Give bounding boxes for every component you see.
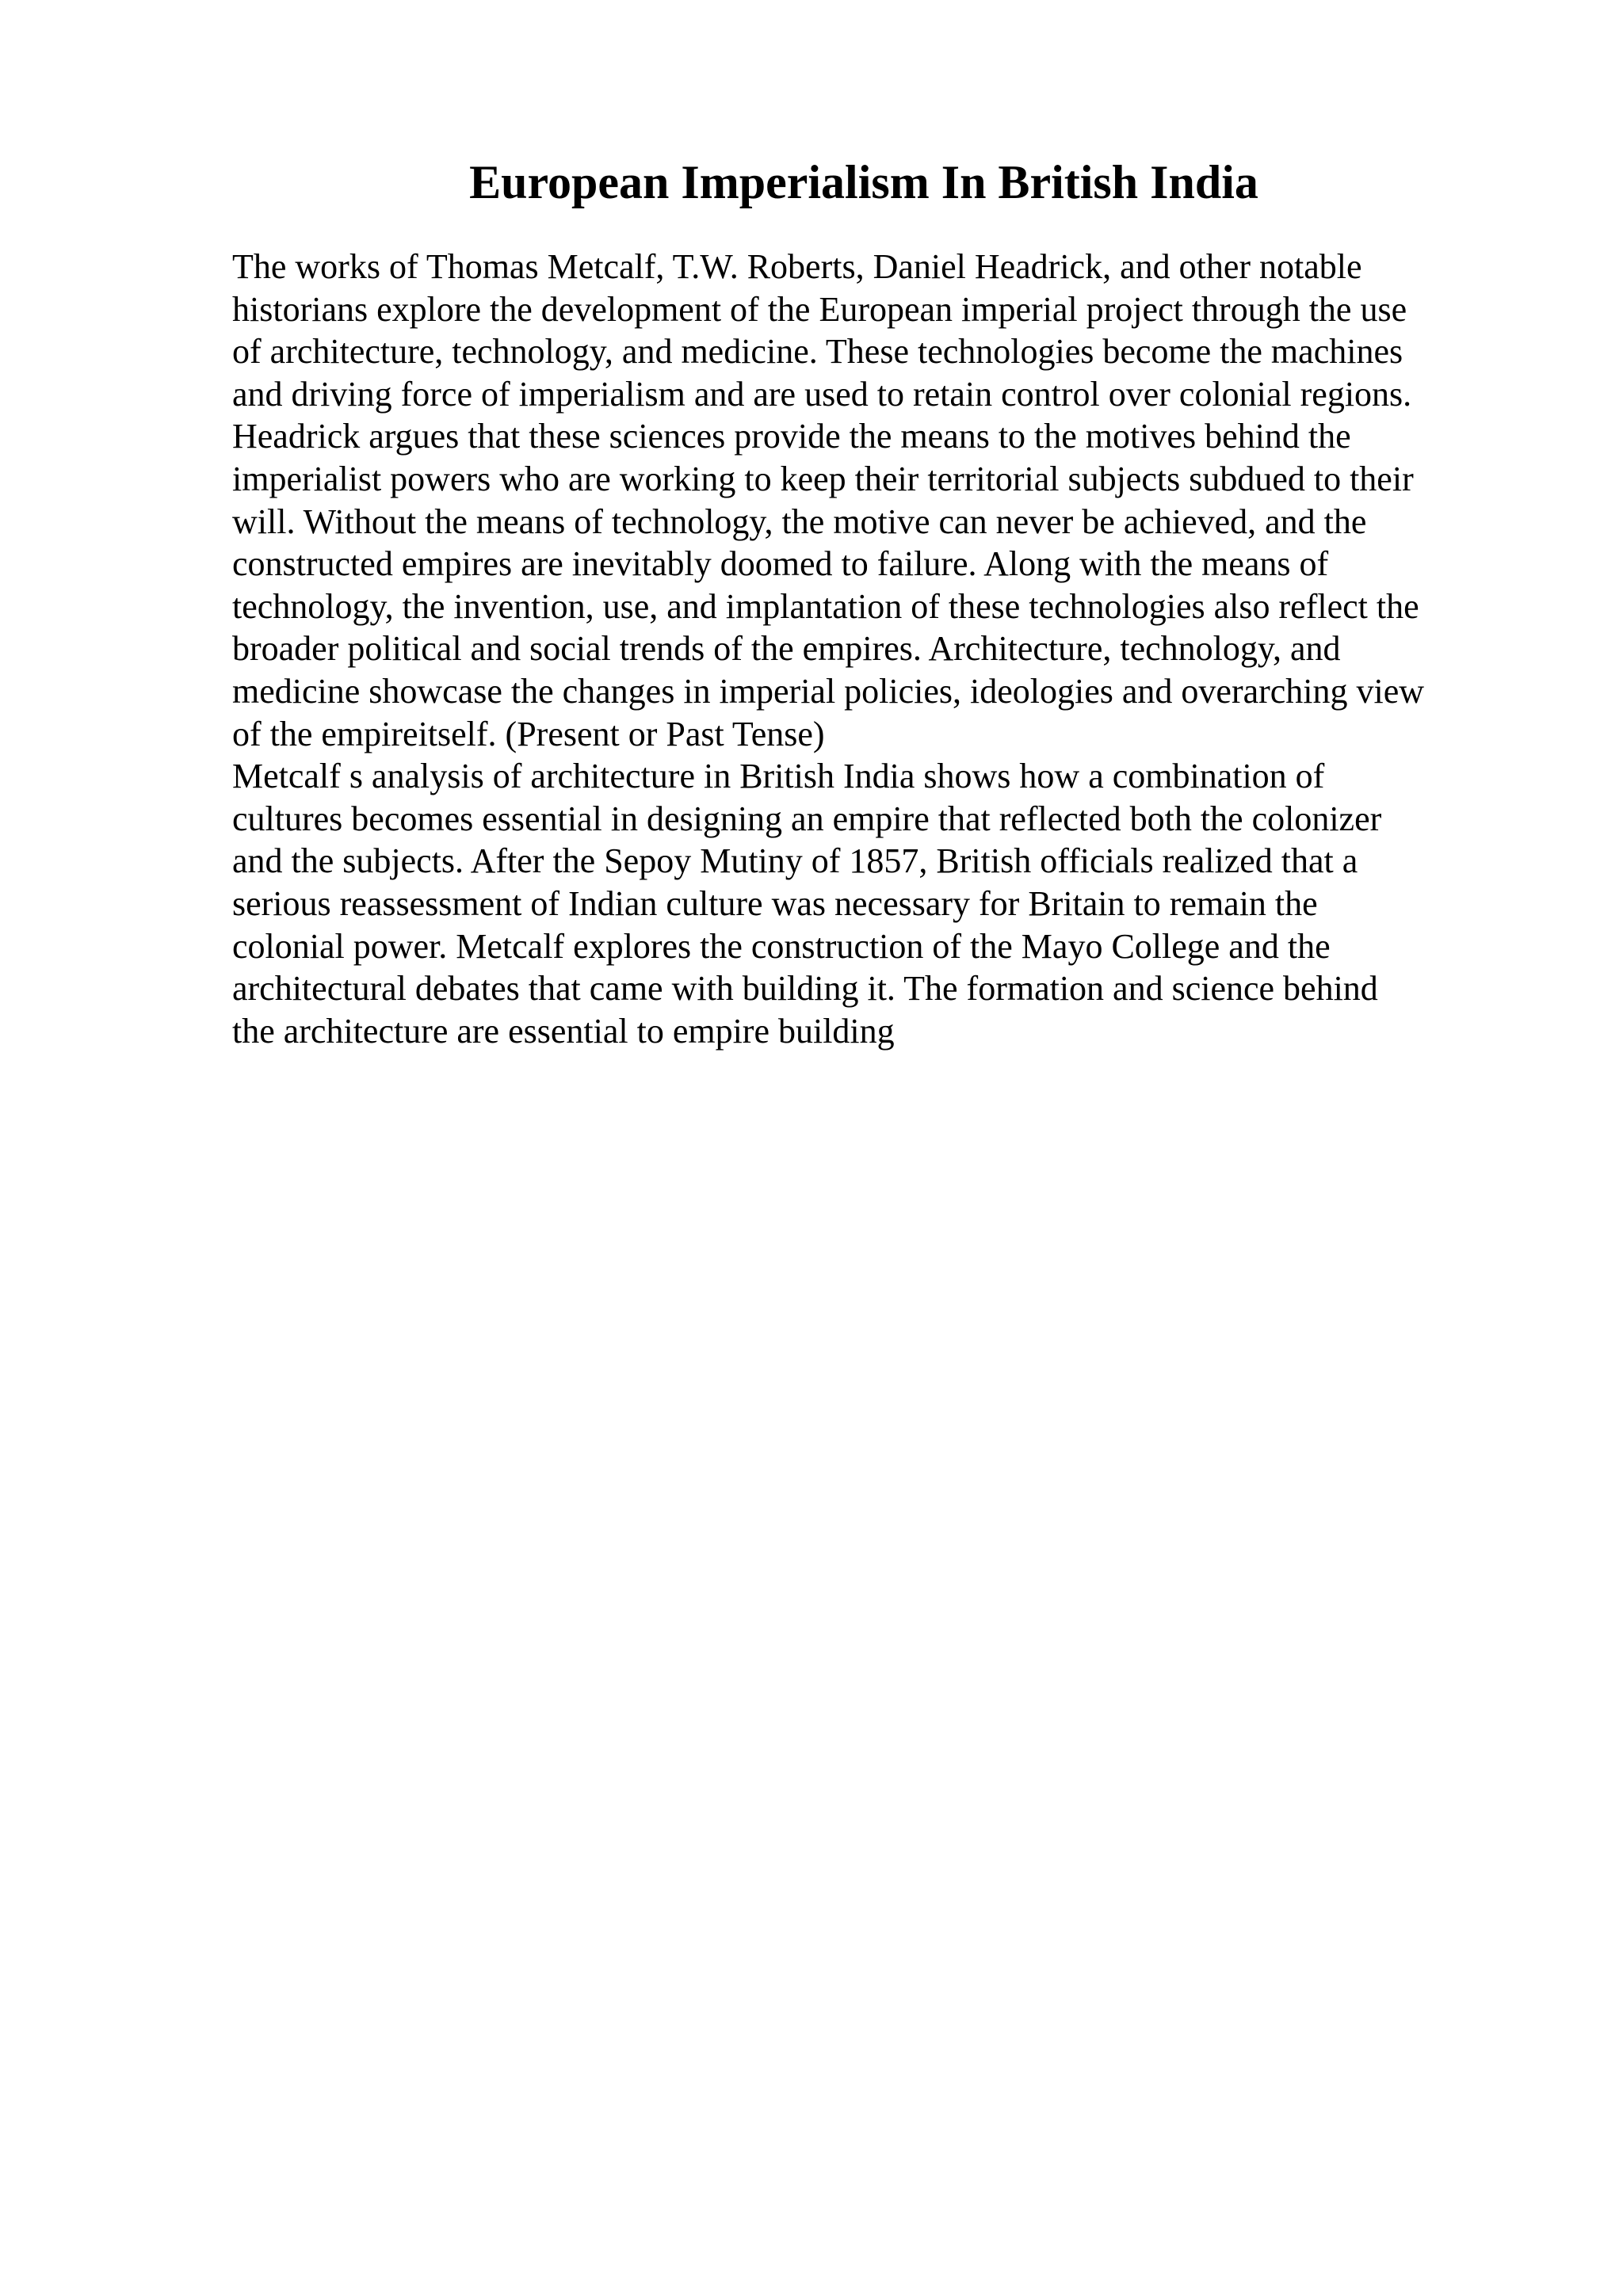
text-line: constructed empires are inevitably doomed to failure. Along with the means of xyxy=(232,544,1329,584)
text-line: the architecture are essential to empire building xyxy=(232,1011,895,1051)
text-line: of the empireitself. (Present or Past Tense) xyxy=(232,714,825,753)
text-line: and the subjects. After the Sepoy Mutiny of 1857, British officials realized that a xyxy=(232,841,1358,881)
text-line: architectural debates that came with building it. The formation and science behind xyxy=(232,969,1378,1009)
text-line: cultures becomes essential in designing an empire that reflected both the colonizer xyxy=(232,799,1382,838)
text-line: The works of Thomas Metcalf, T.W. Roberts, Daniel Headrick, and other notable xyxy=(232,247,1362,286)
document-title: European Imperialism In British India xyxy=(469,156,1258,208)
text-line: imperialist powers who are working to keep their territorial subjects subdued to their xyxy=(232,459,1414,498)
text-line: colonial power. Metcalf explores the construction of the Mayo College and the xyxy=(232,926,1331,966)
text-line: serious reassessment of Indian culture was necessary for Britain to remain the xyxy=(232,883,1318,923)
text-line: medicine showcase the changes in imperial policies, ideologies and overarching view xyxy=(232,671,1425,711)
text-line: of architecture, technology, and medicine. These technologies become the machines xyxy=(232,332,1403,372)
text-line: and driving force of imperialism and are used to retain control over colonial regions. xyxy=(232,374,1412,414)
text-line: broader political and social trends of the empires. Architecture, technology, and xyxy=(232,629,1341,669)
paragraph-1 xyxy=(232,246,1532,755)
text-line: Headrick argues that these sciences provide the means to the motives behind the xyxy=(232,417,1351,456)
document-body xyxy=(232,246,1532,1052)
paragraph-2 xyxy=(232,755,1532,1052)
text-line: Metcalf s analysis of architecture in British India shows how a combination of xyxy=(232,757,1325,796)
text-line: will. Without the means of technology, the motive can never be achieved, and the xyxy=(232,502,1367,541)
text-line: technology, the invention, use, and implantation of these technologies also reflect the xyxy=(232,586,1419,626)
text-line: historians explore the development of the European imperial project through the use xyxy=(232,289,1407,329)
